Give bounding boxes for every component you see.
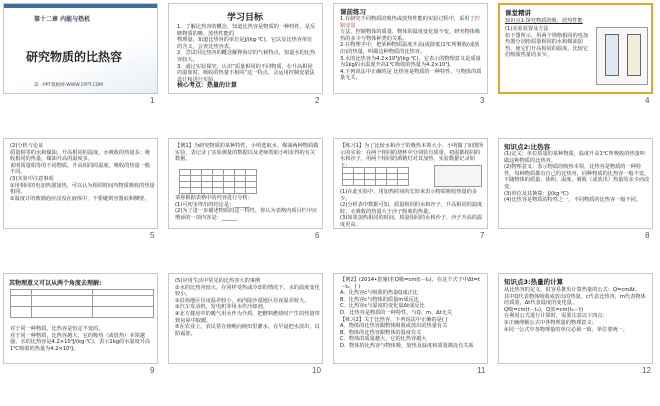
slide-number-3: 3: [480, 96, 485, 105]
slide-thumbnail-6[interactable]: [168, 138, 323, 229]
analysis-text: [10, 143, 155, 202]
notes-line-1: ①用相同的电加热器加热，可以认为相同时间内物质吸收的热量相同。: [10, 182, 155, 196]
applications-heading: (5)应用生活中常见的比热容大的事例: [175, 278, 261, 284]
slide-number-1: 1: [150, 96, 155, 105]
example-question: 【例1】为研究物质的某种特性，小明选取水、煤油两种物质做实验，表记录了实验测量的数据以及老师帮助小明求得的有关数据。: [175, 143, 319, 163]
example-1: [175, 143, 320, 163]
application-2: ②沿海地区昼夜温差较小，而内陆沙漠地区昼夜温差较大。: [175, 297, 310, 304]
slide-heading: 课堂精讲: [505, 9, 531, 17]
answer-blank: 控制变量: [340, 16, 480, 29]
slide-thumbnail-9[interactable]: [3, 273, 158, 364]
exercise-1b: 方法，控制物体的质量、物体的温度变化量不变，研究物体吸热的多少与物体种类的关系。: [340, 29, 481, 42]
option-c: C．比热容c与温度的变化量Δt成反比: [340, 303, 425, 310]
setup-text: 如下图所示，用两个规格相同的电加热器分别给质量相同的水和煤油加热，使它们升高相同的温度，比较它们吸收热量的多少。: [505, 32, 589, 59]
analysis-line-2: 说明质量相等的不同物质，升高相同的温度，吸收的热量一般不同。: [10, 162, 151, 176]
slide-number-10: 10: [312, 366, 321, 375]
slide-number-4: 4: [645, 96, 650, 105]
slide-thumbnail-3[interactable]: [333, 3, 488, 94]
meaning-text-2: 对于同一种物质，比热容越大，它的吸热（或放热）本领越强。水的比热容是4.2×10³J/(kg·℃)，表示1kg的水温度升高1℃吸收的热量为4.2×10³J。: [10, 332, 151, 352]
formula-intro: 从比热容的定义，很容易推出计算热量的公式：Q=cmΔt。: [504, 287, 641, 293]
practice-option-d: D．物体的比热容与物体吸、放热及温度和质量都没有关系: [340, 342, 474, 349]
specific-heat-definition: [504, 151, 650, 204]
slide-number-2: 2: [315, 96, 320, 105]
core-focus: 核心考点：热量的计算: [177, 82, 238, 90]
applications-text: [175, 278, 320, 337]
example-subquestions: [175, 195, 320, 221]
slide-number-8: 8: [645, 231, 650, 240]
application-1: ①水的比热容较大，在同样受热或冷却的情况下，水的温度变化较小。: [175, 284, 320, 298]
exercise-3: 3.水的比热容为4.2×10³J/(kg·℃)，它表示的物理意义是质量为1kg的水温度升高1℃吸收的热量为4.2×10³J。: [340, 55, 481, 69]
example-2: [340, 277, 485, 350]
practice-answer-1: (1)在此实验中，用加热时间的长短来表示物质吸收热量的多少。: [340, 189, 478, 202]
objective-1: 1．了解比热容的概念，知道比热容是物质的一种特性，是反映物质的吸、放热性能的: [177, 24, 316, 37]
practice-table: [342, 167, 409, 186]
notes-heading: (3)实验中注意事项: [10, 175, 54, 182]
practice-image: [434, 165, 482, 187]
objective-3: 3．通过实验探究，认识“质量相同的不同物质，在升高相同的温度时，吸收的热量不相同”这一特点，会运用控制变量法设计和进行实验。: [177, 63, 315, 83]
option-a: A．比热容c与吸收的热量Q成正比: [340, 290, 418, 297]
slide-title: 研究物质的比热容: [26, 50, 123, 64]
slide-number-5: 5: [150, 231, 155, 240]
slide-heading: 课前练习: [340, 8, 366, 16]
practice-2-question: 【练习2】关于比热容，下列说法中正确的是( ): [340, 316, 448, 323]
slide-thumbnail-2[interactable]: [168, 3, 323, 94]
slide-thumbnail-10[interactable]: [168, 273, 323, 364]
practice-question: 【练习1】为了比较水和沙子的吸热本领大小，小明做了如图所示的实验：在两个相同的烧杯中分别装有质量、初温都相同的水和沙子，用两个相同的酒精灯对其加热，实验数据记录如下：: [340, 143, 484, 169]
slide-number-11: 11: [477, 366, 486, 375]
example-2-question: 【例2】(2014•恩施)若Q吸=cm(t－t₀)，在这个式子中Δt=t－t₀，( ): [340, 277, 480, 290]
heat-calculation-text: [504, 287, 650, 333]
slide-heading: 学习目标: [227, 13, 264, 23]
notes-line-2: ②温度计的玻璃泡应浸没在液体中，不要碰到容器底和侧壁。: [10, 195, 150, 202]
instruction: 请你根据表格中的内容进行分析：: [175, 195, 253, 201]
meaning-text-1: 对于同一种物质，比热容是恒定不变的。: [10, 326, 104, 332]
apparatus-image: [596, 27, 648, 85]
objective-2: 2．尝试用比热容的概念解释海岸的气候特点，知道水的比热容较大。: [177, 50, 316, 63]
definition-line: (1)定义：单位质量的某种物质，温度升高1℃所吸收的热量叫做这种物质的比热容。: [504, 151, 645, 164]
slide-heading: 知识点2:比热容: [504, 143, 551, 151]
meaning-table: [10, 289, 154, 318]
application-4: ④北方楼房中的暖气用水作为介质，把燃料燃烧时产生的热量带到房屋中取暖。: [175, 310, 320, 324]
slide-thumbnail-12[interactable]: [498, 273, 653, 364]
setup-label: (1)实验装置及方法: [505, 26, 549, 32]
objectives-list: [177, 24, 317, 90]
slide-top-bar: [4, 4, 158, 8]
option-b: B．比热容c与物体的质量m成反比: [340, 296, 419, 303]
slide-thumbnail-5[interactable]: [3, 138, 158, 229]
objective-1b: 物理量，知道比热容的单位是J/(kg·℃)，它以及比热容单位的含义，会查比热容表。: [177, 37, 313, 50]
slide-thumbnail-4[interactable]: [498, 3, 653, 94]
note-2: ②同一公式中各物理量的单位必须一致，单位要统一。: [504, 326, 628, 333]
meaning-line: (2)物理意义：表示物质的吸热本领，比热容是物质的一种特性，每种物质都有自己的比热容，同种物质的比热容一般不变，不随物体的质量、体积、温度、吸收（或放出）热量的多少而改变。: [504, 164, 650, 190]
analysis-line-1: 质量相等的水和煤油，升高相同的温度，水吸收的热量多；吸收相同的热量，煤油升高的温度多。: [10, 149, 151, 163]
slide-number-6: 6: [315, 231, 320, 240]
subquestion-1: (1)可初步得出的结论是：______: [175, 201, 250, 208]
option-d: D．比热容是物质的一种特性，与Q、m、Δt无关: [340, 309, 453, 316]
slide-heading: 其物理意义可以从两个角度去理解:: [9, 280, 102, 287]
slide-thumbnail-1[interactable]: [3, 3, 158, 94]
calculation-notes: 在利用公式进行计算时，需要注意以下四点：: [504, 313, 608, 320]
slide-number-12: 12: [642, 366, 651, 375]
exercise-list: [340, 16, 485, 82]
site-footer: 第一PPT模板网-WWW.1PPT.COM: [34, 83, 104, 88]
exercise-4: 4.下列说法中正确的是 比热容是物质的一种特性，与物体的质量无关。: [340, 68, 482, 82]
property-line: (4)比热容是物质的特性之一，不同物质的比热容一般不同。: [504, 197, 642, 204]
analysis-heading: (2)分析与论证: [10, 143, 44, 149]
slide-number-7: 7: [480, 231, 485, 240]
subquestion-2: (2)为了进一步描述物质的这一特性，你认为表格内项目栏中应增添的一项内容是：______: [175, 208, 318, 221]
exercise-2: 2.在物理学中，把某种物质温度升高(或降低)1℃所吸收(或放出)的热量，叫做这种物质的比热容。: [340, 42, 480, 55]
slide-thumbnail-7[interactable]: [333, 138, 488, 229]
slide-thumbnail-11[interactable]: [333, 273, 488, 364]
practice-option-a: A．物体的比热容跟物体吸收或放出的热量有关: [340, 323, 448, 330]
exercise-1: 1.在研究不同物质的吸热或放热性能的实验过程中，采用了控制变量: [340, 16, 480, 29]
slide-heading: 知识点3:热量的计算: [504, 278, 564, 286]
chapter-label: 第十二章 内能与热机: [34, 16, 91, 23]
practice-option-b: B．物体的比热容跟物体的温度有关: [340, 329, 422, 336]
slide-number-9: 9: [150, 366, 155, 375]
practice-answers: [340, 189, 485, 229]
slide-thumbnail-8[interactable]: [498, 138, 653, 229]
data-table: [179, 169, 257, 194]
meaning-text: [10, 326, 155, 352]
practice-answer-3: (3)如果加热相同的时间，质量相同的水和沙子，沙子升高的温度更高。: [340, 215, 483, 228]
formula-variants: Q吸=cm(t－t₀)，Q放=cm(t₀－t): [504, 306, 583, 313]
formula-terms: 其中Q代表物体吸收或放出的热量，c代表比热容，m代表物体的质量，Δt代表温度的变化量。: [504, 293, 646, 307]
note-1: ①正确理解公式中各物理量的物理意义；: [504, 319, 597, 326]
practice-option-c: C．物体的质量越大，它的比热容越大: [340, 336, 427, 343]
application-5: ⑤在农业上，农民常在傍晚向秧田里灌水，在早晨把水放出，以防霜冻。: [175, 324, 320, 337]
experiment-text: [505, 26, 589, 59]
knowledge-point: 知识点1:探究物质的吸、放热性能: [505, 18, 583, 24]
practice-answer-2: (2)分析表中数据可知，质量相同的水和沙子，升高相同的温度时，水吸收的热量大于沙子吸收的热量。: [340, 202, 483, 215]
application-3: ③汽车发动机、发电机等用水作冷却剂。: [175, 304, 268, 311]
unit-line: (3)单位及其换算：J/(kg·℃): [504, 190, 569, 197]
